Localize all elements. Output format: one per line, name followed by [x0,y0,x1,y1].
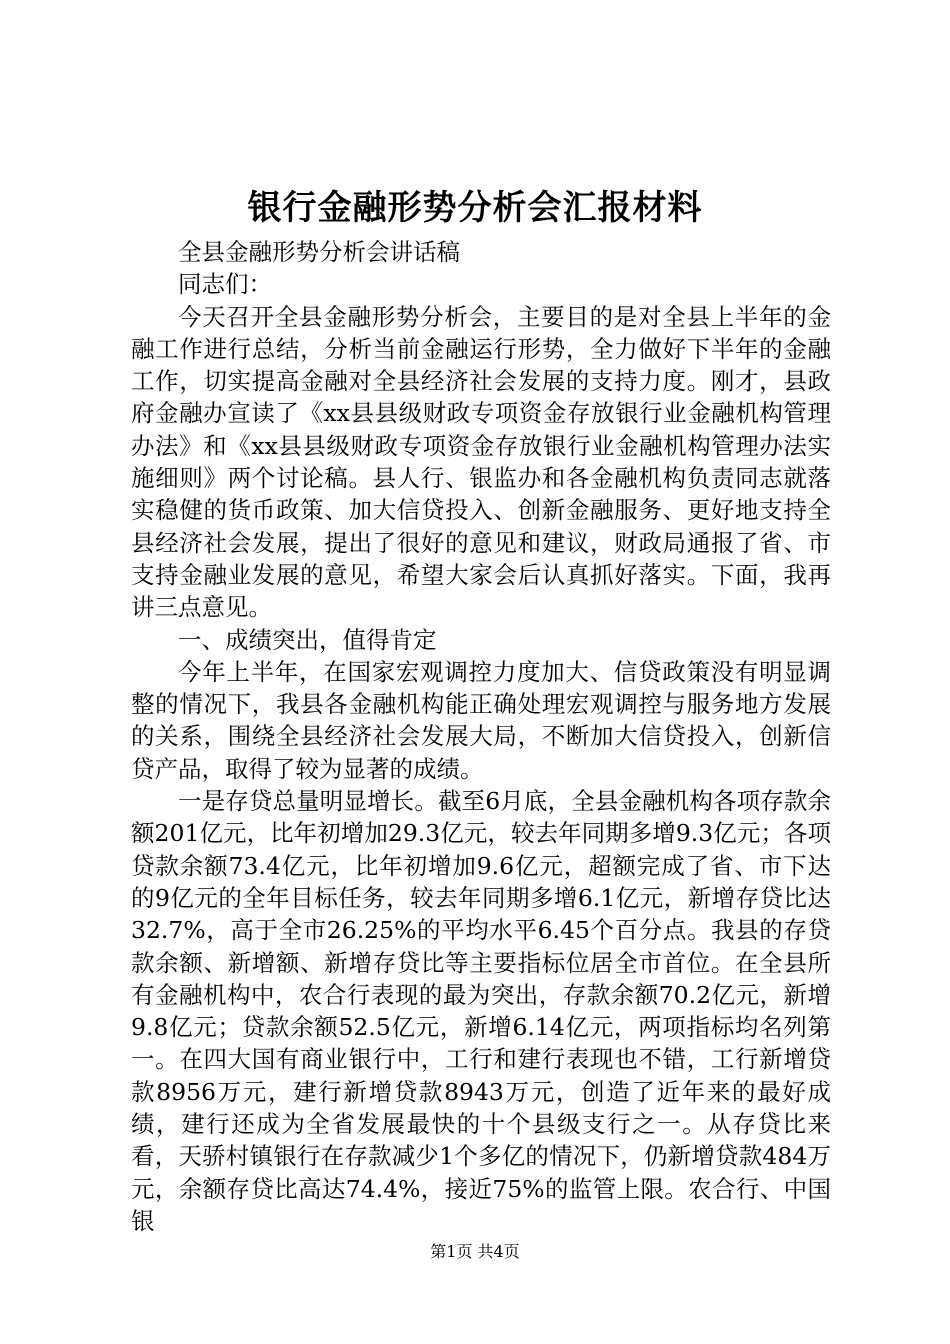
subtitle-paragraph: 全县金融形势分析会讲话稿 [178,238,460,266]
page-footer [0,1242,950,1262]
intro-paragraph: 今天召开全县金融形势分析会，主要目的是对全县上半年的金融工作进行总结，分析当前金融运行形势，全力做好下半年的金融工作，切实提高金融对全县经济社会发展的支持力度。刚才，县政府金融办宣读了《xx县县级财政专项资金存放银行业金融机构管理办法》和《xx县县级财政专项资金存放银行业金融机构管理办法实施细则》两个讨论稿。县人行、银监办和各金融机构负责同志就落实稳健的货币政策、加大信贷投入、创新金融服务、更好地支持全县经济社会发展，提出了很好的意见和建议，财政局通报了省、市支持金融业发展的意见，希望大家会后认真抓好落实。下面，我再讲三点意见。 [131,302,831,622]
section-paragraph: 一是存贷总量明显增长。截至6月底，全县金融机构各项存款余额201亿元，比年初增加29.3亿元，较去年同期多增9.3亿元；各项贷款余额73.4亿元，比年初增加9.6亿元，超额完成了省、市下达的9亿元的全年目标任务，较去年同期多增6.1亿元，新增存贷比达32.7%，高于全市26.25%的平均水平6.45个百分点。我县的存贷款余额、新增额、新增存贷比等主要指标位居全市首位。在全县所有金融机构中，农合行表现的最为突出，存款余额70.2亿元，新增9.8亿元；贷款余额52.5亿元，新增6.14亿元，两项指标均名列第一。在四大国有商业银行中，工行和建行表现也不错，工行新增贷款8956万元，建行新增贷款8943万元，创造了近年来的最好成绩，建行还成为全省发展最快的十个县级支行之一。从存贷比来看，天骄村镇银行在存款减少1个多亿的情况下，仍新增贷款484万元，余额存贷比高达74.4%，接近75%的监管上限。农合行、中国银 [131,787,831,1235]
salutation-paragraph: 同志们： [178,270,272,299]
section-heading: 一、成绩突出，值得肯定 [178,625,437,654]
document-body [131,236,831,1237]
document-title: 银行金融形势分析会汇报材料 [247,188,703,228]
section-paragraph: 今年上半年，在国家宏观调控力度加大、信贷政策没有明显调整的情况下，我县各金融机构能正确处理宏观调控与服务地方发展的关系，围绕全县经济社会发展大局，不断加大信贷投入，创新信贷产品，取得了较为显著的成绩。 [131,657,831,783]
page-number: 第1页 共4页 [430,1242,520,1261]
